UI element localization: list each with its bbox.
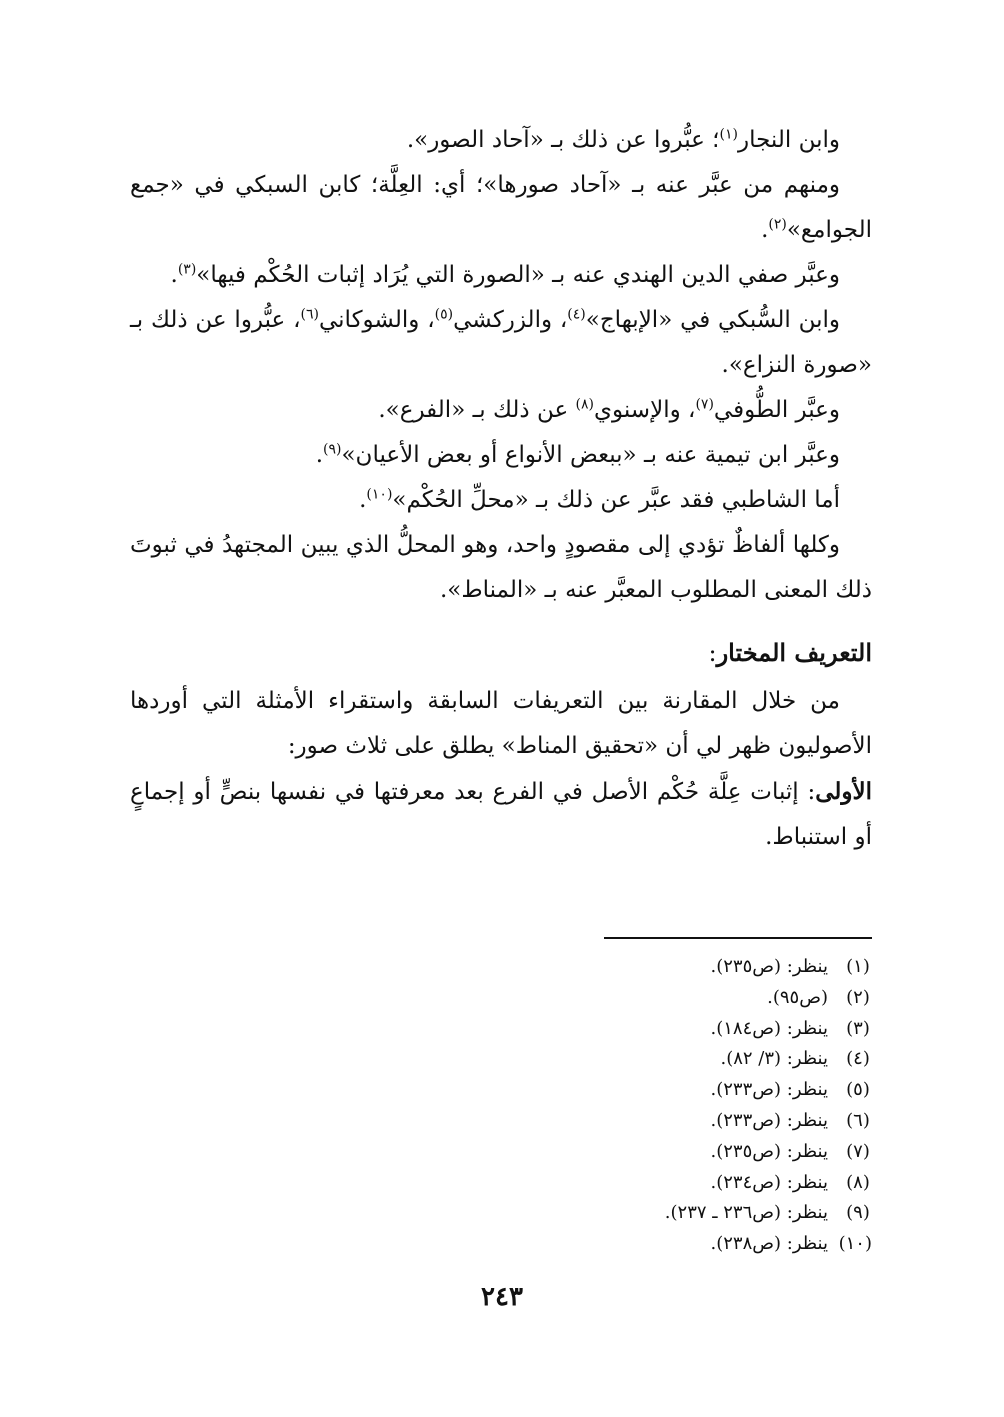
first-form-paragraph: الأولى: إثبات عِلَّة حُكْم الأصل في الفرع بعد معرفتها في نفسها بنصٍّ أو إجماعٍ أو استنباط. [130, 778, 872, 850]
paragraph-8: وكلها ألفاظٌ تؤدي إلى مقصودٍ واحد، وهو المحلُّ الذي يبين المجتهدُ في ثبوتَ ذلك المعنى المطلوب المعبَّر عنه بـ «المناط». [130, 532, 872, 603]
footnote-item: (٩) ينظر: (ص٢٣٦ ـ ٢٣٧). [664, 1202, 870, 1224]
section-heading: التعريف المختار: [708, 638, 872, 667]
definition-paragraph: من خلال المقارنة بين التعريفات السابقة واستقراء الأمثلة التي أوردها الأصوليون ظهر لي أن «تحقيق المناط» يطلق على ثلاث صور: [130, 688, 872, 759]
footnote-item: (٨) ينظر: (ص٢٣٤). [710, 1171, 870, 1193]
footnote-ref-5[interactable]: (٥) [434, 306, 454, 323]
footnote-ref-1[interactable]: (١) [719, 126, 738, 143]
paragraph-4: وابن السُّبكي في «الإبهاج»$^{(٤)}$، والزركشي$^{(٥)}$، والشوكاني$^{(٦)}$، عبُّروا عن ذلك بـ «صورة النزاع». [130, 306, 872, 378]
footnote-ref-2[interactable]: (٢) [768, 216, 787, 233]
paragraph-5: وعبَّر الطُّوفي$^{(٧)}$، والإسنوي$^{(٨)}$ عن ذلك بـ «الفرع». [378, 396, 840, 423]
footnote-ref-4[interactable]: (٤) [567, 306, 586, 323]
footnote-item: (١٠) ينظر: (ص٢٣٨). [710, 1233, 872, 1255]
footnote-ref-3[interactable]: (٣) [177, 261, 197, 278]
footnote-ref-9[interactable]: (٩) [323, 441, 342, 458]
footnote-ref-10[interactable]: (١٠) [366, 486, 393, 503]
footnote-item: (٧) ينظر: (ص٢٣٥). [710, 1140, 870, 1162]
footnote-item: (٤) ينظر: (٣/ ٨٢). [720, 1048, 870, 1070]
footnote-item: (٦) ينظر: (ص٢٣٣). [710, 1109, 870, 1131]
paragraph-6: وعبَّر ابن تيمية عنه بـ «ببعض الأنواع أو بعض الأعيان»$^{(٩)}$. [315, 441, 840, 468]
footnote-item: (٣) ينظر: (ص١٨٤). [710, 1017, 870, 1039]
paragraph-2: ومنهم من عبَّر عنه بـ «آحاد صورها»؛ أي: العِلَّة؛ كابن السبكي في «جمع الجوامع»$^{(٢)}$. [130, 172, 872, 243]
footnote-ref-8[interactable]: (٨) [575, 396, 594, 413]
footnote-item: (٥) ينظر: (ص٢٣٣). [710, 1079, 870, 1101]
footnote-ref-7[interactable]: (٧) [695, 396, 714, 413]
paragraph-3: وعبَّر صفي الدين الهندي عنه بـ «الصورة التي يُرَاد إثبات الحُكْم فيها»$^{(٣)}$. [170, 261, 840, 288]
paragraph-7: أما الشاطبي فقد عبَّر عن ذلك بـ «محلِّ الحُكْم»$^{(١٠)}$. [359, 486, 840, 513]
footnote-item: (٢) (ص٩٥). [767, 986, 870, 1008]
page-number: ٢٤٣ [481, 1282, 523, 1312]
footnotes-list [272, 952, 872, 1260]
footnote-ref-6[interactable]: (٦) [300, 306, 319, 323]
footnote-item: (١) ينظر: (ص٢٣٥). [710, 956, 870, 977]
paragraph-1: وابن النجار$^{(١)}$؛ عبُّروا عن ذلك بـ «آحاد الصور». [406, 126, 840, 153]
body-text [130, 118, 872, 860]
footnote-divider [604, 937, 872, 939]
first-form-label: الأولى [815, 778, 872, 805]
